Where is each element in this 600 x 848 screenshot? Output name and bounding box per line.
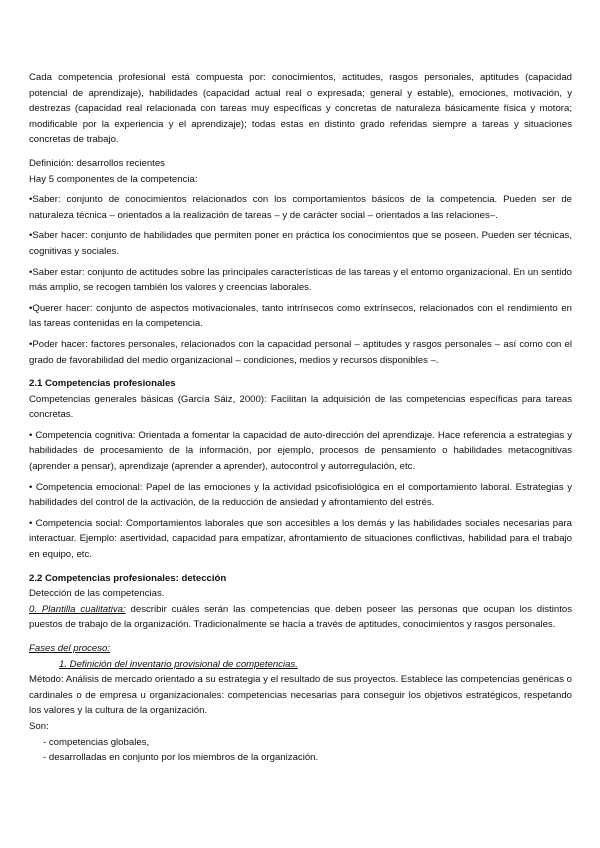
deteccion-line: Detección de las competencias. [29, 588, 165, 600]
document-body [29, 70, 572, 766]
component-saber-hacer: •Saber hacer: conjunto de habilidades que permiten poner en práctica los conocimientos que se poseen. Pueden ser técnicas, cognitivas y sociales. [29, 230, 572, 257]
intro-paragraph: Cada competencia profesional está compuesta por: conocimientos, actitudes, rasgos personales, aptitudes (capacidad potencial de aprendizaje), habilidades (capacidad actual real o expresada; general y estable), emociones, motivación, y destrezas (capacidad real relacionada con tareas muy específicas y concretas de naturaleza básicamente física y motora; modificable por la experiencia y el aprendizaje); todas estas en distinto grado referidas siempre a tareas y situaciones concretas de trabajo. [29, 72, 572, 146]
list-item: - competencias globales, [43, 736, 150, 748]
component-saber-estar: •Saber estar: conjunto de actitudes sobre las principales características de las tareas y el entorno organizacional. En un sentido más amplio, se recogen también los valores y creencias laborales. [29, 266, 572, 294]
component-poder-hacer: •Poder hacer: factores personales, relacionados con la capacidad personal – aptitudes y rasgos personales – así como con el grado de favorabilidad del medio organizacional – condiciones, medios y recursos disponibles –. [29, 338, 572, 366]
competencia-cognitiva: • Competencia cognitiva: Orientada a fomentar la capacidad de auto-dirección del aprendizaje. Hace referencia a estrategias y habilidades de procesamiento de la información, por ejemplo, procesos de pensamiento o habilidades metacognitivas (aprender a pensar), aprendizaje (aprender a aprender), autocontrol y autorregulación, etc. [29, 429, 572, 473]
plantilla-label: 0. Plantilla cualitativa: [29, 603, 126, 615]
competencia-social: • Competencia social: Comportamientos laborales que son accesibles a los demás y las habilidades sociales necesarias para interactuar. Ejemplo: asertividad, capacidad para empatizar, afrontamiento de situaciones conflictivas, habilidad para el trabajo en equipo, etc. [29, 517, 572, 561]
plantilla-text: describir cuáles serán las competencias que deben poseer las personas que ocupan los distintos puestos de trabajo de la organización. Tradicionalmente se hacía a través de aptitudes, conocimientos y rasgos personales. [29, 603, 572, 631]
step-1-heading: 1. Definición del inventario provisional de competencias. [59, 658, 298, 670]
section-2-1-intro: Competencias generales básicas (García Sáiz, 2000): Facilitan la adquisición de las competencias específicas para tareas concretas. [29, 393, 572, 421]
plantilla-paragraph [29, 602, 572, 633]
competencia-emocional: • Competencia emocional: Papel de las emociones y la actividad psicofisiológica en el comportamiento laboral. Estrategias y habilidades del control de la activación, de la reducción de ansiedad y afrontamiento del estrés. [29, 481, 572, 509]
fases-heading: Fases del proceso: [29, 643, 111, 654]
metodo-paragraph: Método: Análisis de mercado orientado a su estrategia y el resultado de sus proyectos. Establece las competencias genéricas o cardinales o de empresa u organizacionales: competencias necesarias para conseguir los objetivos estratégicos, respetando los valores y la cultura de la organización. [29, 674, 572, 717]
component-querer-hacer: •Querer hacer: conjunto de aspectos motivacionales, tanto intrínsecos como extrínsecos, relacionados con el rendimiento en las tareas contenidas en la competencia. [29, 302, 572, 330]
list-item: - desarrolladas en conjunto por los miembros de la organización. [43, 752, 319, 764]
son-line: Son: [29, 720, 49, 732]
section-heading-2-2: 2.2 Competencias profesionales: detección [29, 572, 227, 584]
definition-line: Definición: desarrollos recientes [29, 157, 165, 169]
component-saber: •Saber: conjunto de conocimientos relacionados con los comportamientos básicos de la competencia. Pueden ser de naturaleza técnica – orientados a la realización de tareas – y de carácter social – orientados a las relaciones–. [29, 194, 572, 221]
section-heading-2-1: 2.1 Competencias profesionales [29, 378, 176, 390]
components-intro: Hay 5 componentes de la competencia: [29, 173, 198, 185]
